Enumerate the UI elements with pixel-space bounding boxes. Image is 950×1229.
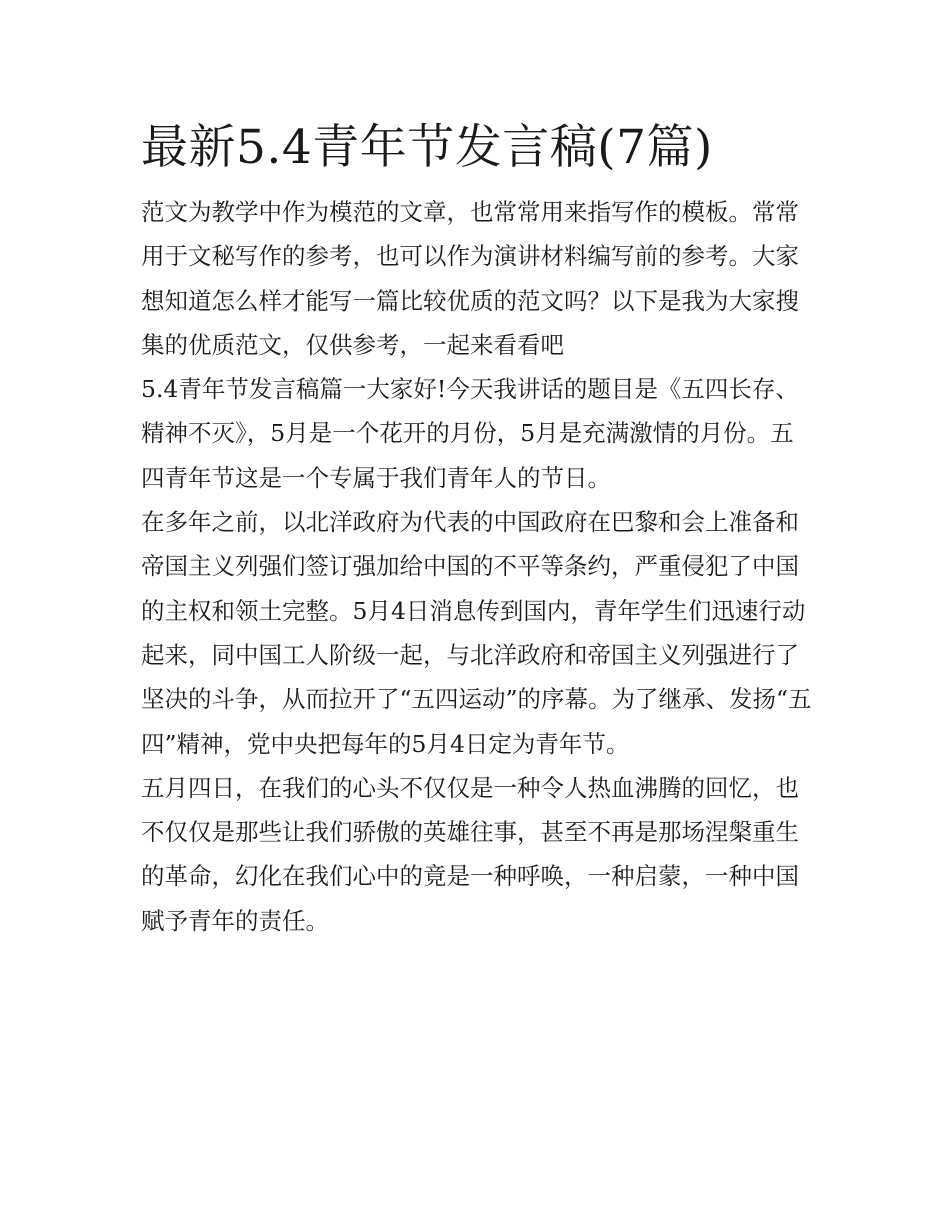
paragraph-intro: 范文为教学中作为模范的文章，也常常用来指写作的模板。常常用于文秘写作的参考，也可以作为演讲材料编写前的参考。大家想知道怎么样才能写一篇比较优质的范文吗？以下是我为大家搜集的优质范文，仅供参考，一起来看看吧: [141, 198, 799, 359]
document-title: 最新5.4青年节发言稿(7篇): [141, 120, 713, 175]
paragraph-history: 在多年之前，以北洋政府为代表的中国政府在巴黎和会上准备和帝国主义列强们签订强加给中国的不平等条约，严重侵犯了中国的主权和领土完整。5月4日消息传到国内，青年学生们迅速行动起来，同中国工人阶级一起，与北洋政府和帝国主义列强进行了坚决的斗争，从而拉开了“五四运动”的序幕。为了继承、发扬“五四”精神，党中央把每年的5月4日定为青年节。: [141, 508, 812, 758]
paragraph-speech-opening: 5.4青年节发言稿篇一大家好!今天我讲话的题目是《五四长存、精神不灭》，5月是一个花开的月份，5月是充满激情的月份。五四青年节这是一个专属于我们青年人的节日。: [141, 375, 799, 492]
document-content: [141, 112, 817, 943]
paragraph-reflection: 五月四日，在我们的心头不仅仅是一种令人热血沸腾的回忆，也不仅仅是那些让我们骄傲的英雄往事，甚至不再是那场涅槃重生的革命，幻化在我们心中的竟是一种呼唤，一种启蒙，一种中国赋予青年的责任。: [141, 773, 799, 935]
